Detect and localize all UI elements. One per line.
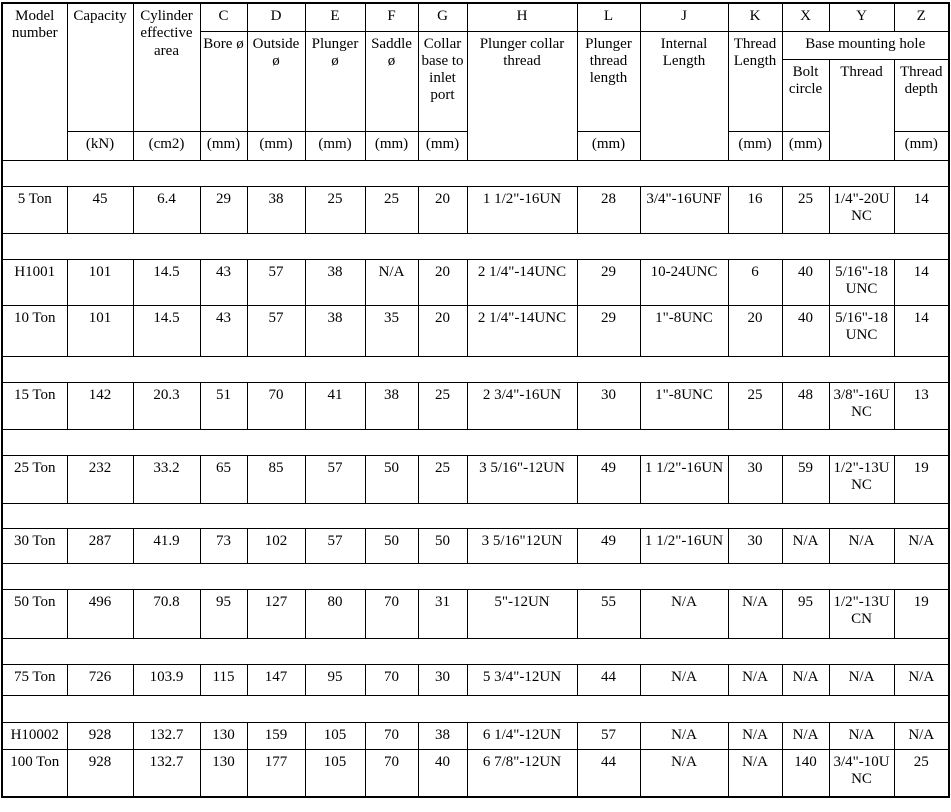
cell-outside: 147	[247, 664, 305, 695]
cell-bore: 95	[200, 589, 247, 638]
cell-bolt-circle: 40	[782, 259, 829, 305]
header-desc-plunger-collar-thread: Plunger collar thread	[467, 31, 577, 160]
cell-internal-length: 1"-8UNC	[640, 382, 728, 429]
cell-thread-length: N/A	[728, 749, 782, 797]
header-base-mounting-hole: Base mounting hole	[782, 31, 949, 59]
header-letter-g: G	[418, 3, 467, 31]
header-letter-z: Z	[894, 3, 949, 31]
cell-model: 100 Ton	[2, 749, 67, 797]
cell-thread-depth: 14	[894, 305, 949, 356]
header-letter-f: F	[365, 3, 418, 31]
cell-thread-length: N/A	[728, 589, 782, 638]
spacer-cell	[2, 356, 949, 382]
cell-plunger: 41	[305, 382, 365, 429]
cell-thread-length: 30	[728, 528, 782, 563]
cell-plunger: 57	[305, 528, 365, 563]
cell-thread-depth: 19	[894, 589, 949, 638]
cell-plunger-thread-length: 29	[577, 259, 640, 305]
cell-saddle: 25	[365, 186, 418, 233]
cell-bolt-circle: 95	[782, 589, 829, 638]
header-letters-row	[2, 3, 949, 31]
cell-bolt-circle: N/A	[782, 528, 829, 563]
cell-collar-base: 40	[418, 749, 467, 797]
cell-bore: 43	[200, 305, 247, 356]
cell-bolt-circle: 25	[782, 186, 829, 233]
cell-saddle: 70	[365, 589, 418, 638]
cell-thread-length: 30	[728, 455, 782, 503]
table-row-75-ton	[2, 664, 949, 695]
unit-collar-base: (mm)	[418, 131, 467, 160]
table-row-50-ton	[2, 589, 949, 638]
cell-bore: 65	[200, 455, 247, 503]
cell-plunger-collar-thread: 2 1/4"-14UNC	[467, 259, 577, 305]
header-letter-c: C	[200, 3, 247, 31]
header-capacity: Capacity	[67, 3, 133, 131]
cell-plunger-thread-length: 44	[577, 664, 640, 695]
cell-internal-length: 1 1/2"-16UN	[640, 528, 728, 563]
header-desc-plunger-thread-length: Plunger thread length	[577, 31, 640, 131]
cell-thread-depth: N/A	[894, 664, 949, 695]
table-row-25-ton	[2, 455, 949, 503]
header-letter-x: X	[782, 3, 829, 31]
cell-bolt-circle: 48	[782, 382, 829, 429]
cell-mount-thread: 1/2"-13UCN	[829, 589, 894, 638]
cell-outside: 177	[247, 749, 305, 797]
cell-plunger: 105	[305, 749, 365, 797]
unit-thread-length: (mm)	[728, 131, 782, 160]
cell-mount-thread: 5/16"-18UNC	[829, 305, 894, 356]
cell-plunger: 57	[305, 455, 365, 503]
cell-collar-base: 20	[418, 186, 467, 233]
cell-plunger-thread-length: 57	[577, 722, 640, 749]
table-row-h10002	[2, 722, 949, 749]
cell-mount-thread: 1/4"-20UNC	[829, 186, 894, 233]
cell-capacity: 928	[67, 722, 133, 749]
header-letter-e: E	[305, 3, 365, 31]
cell-plunger: 80	[305, 589, 365, 638]
cell-bore: 73	[200, 528, 247, 563]
header-letter-k: K	[728, 3, 782, 31]
cell-outside: 57	[247, 305, 305, 356]
spacer-cell	[2, 160, 949, 186]
header-desc-internal-length: Internal Length	[640, 31, 728, 160]
cell-capacity: 142	[67, 382, 133, 429]
cell-thread-length: 6	[728, 259, 782, 305]
table-row-100-ton	[2, 749, 949, 797]
cell-plunger-thread-length: 30	[577, 382, 640, 429]
spacer-cell	[2, 233, 949, 259]
header-desc-thread-depth: Thread depth	[894, 59, 949, 131]
header-desc-saddle: Saddle ø	[365, 31, 418, 131]
cell-saddle: 70	[365, 722, 418, 749]
cell-area: 132.7	[133, 749, 200, 797]
cell-collar-base: 31	[418, 589, 467, 638]
cell-saddle: N/A	[365, 259, 418, 305]
header-area: Cylinder effective area	[133, 3, 200, 131]
cell-mount-thread: 3/4"-10UNC	[829, 749, 894, 797]
cell-plunger-thread-length: 29	[577, 305, 640, 356]
cell-outside: 57	[247, 259, 305, 305]
table-row-15-ton	[2, 382, 949, 429]
spacer-row	[2, 563, 949, 589]
cell-capacity: 496	[67, 589, 133, 638]
cell-plunger-thread-length: 49	[577, 528, 640, 563]
cell-plunger-collar-thread: 1 1/2"-16UN	[467, 186, 577, 233]
cell-model: H1001	[2, 259, 67, 305]
cell-plunger: 105	[305, 722, 365, 749]
cell-capacity: 45	[67, 186, 133, 233]
cell-capacity: 928	[67, 749, 133, 797]
spacer-cell	[2, 503, 949, 528]
cell-plunger-collar-thread: 2 3/4"-16UN	[467, 382, 577, 429]
cell-mount-thread: 3/8"-16UNC	[829, 382, 894, 429]
unit-bolt-circle: (mm)	[782, 131, 829, 160]
cell-area: 132.7	[133, 722, 200, 749]
unit-bore: (mm)	[200, 131, 247, 160]
spacer-row	[2, 233, 949, 259]
cell-plunger: 38	[305, 305, 365, 356]
cell-capacity: 232	[67, 455, 133, 503]
spec-table	[1, 2, 950, 798]
cell-plunger-thread-length: 49	[577, 455, 640, 503]
cell-saddle: 38	[365, 382, 418, 429]
cell-collar-base: 25	[418, 382, 467, 429]
cell-area: 14.5	[133, 305, 200, 356]
cell-thread-length: 20	[728, 305, 782, 356]
cell-model: 25 Ton	[2, 455, 67, 503]
header-letter-j: J	[640, 3, 728, 31]
cell-internal-length: N/A	[640, 664, 728, 695]
cell-outside: 127	[247, 589, 305, 638]
cell-plunger-thread-length: 28	[577, 186, 640, 233]
unit-plunger: (mm)	[305, 131, 365, 160]
cell-bolt-circle: N/A	[782, 722, 829, 749]
cell-capacity: 726	[67, 664, 133, 695]
cell-plunger-collar-thread: 5"-12UN	[467, 589, 577, 638]
cell-outside: 102	[247, 528, 305, 563]
spacer-row	[2, 356, 949, 382]
cell-outside: 159	[247, 722, 305, 749]
cell-model: 75 Ton	[2, 664, 67, 695]
unit-outside: (mm)	[247, 131, 305, 160]
cell-thread-length: N/A	[728, 664, 782, 695]
cell-plunger-collar-thread: 3 5/16"-12UN	[467, 455, 577, 503]
unit-area: (cm2)	[133, 131, 200, 160]
cell-area: 14.5	[133, 259, 200, 305]
cell-outside: 85	[247, 455, 305, 503]
cell-thread-length: 25	[728, 382, 782, 429]
cell-mount-thread: N/A	[829, 722, 894, 749]
spacer-row	[2, 160, 949, 186]
cell-saddle: 70	[365, 749, 418, 797]
header-desc-outside: Outside ø	[247, 31, 305, 131]
cell-model: 15 Ton	[2, 382, 67, 429]
cell-collar-base: 20	[418, 305, 467, 356]
cell-model: 30 Ton	[2, 528, 67, 563]
header-letter-h: H	[467, 3, 577, 31]
table-row-30-ton	[2, 528, 949, 563]
cell-outside: 70	[247, 382, 305, 429]
unit-plunger-thread-length: (mm)	[577, 131, 640, 160]
spacer-cell	[2, 563, 949, 589]
table-row-10-ton	[2, 305, 949, 356]
spacer-cell	[2, 638, 949, 664]
cell-saddle: 50	[365, 528, 418, 563]
cell-bolt-circle: 140	[782, 749, 829, 797]
cell-mount-thread: N/A	[829, 528, 894, 563]
header-letter-d: D	[247, 3, 305, 31]
cell-thread-depth: 14	[894, 186, 949, 233]
cell-bolt-circle: 59	[782, 455, 829, 503]
cell-collar-base: 50	[418, 528, 467, 563]
cell-bore: 130	[200, 722, 247, 749]
cell-capacity: 101	[67, 305, 133, 356]
cell-plunger-collar-thread: 6 1/4"-12UN	[467, 722, 577, 749]
cell-internal-length: N/A	[640, 722, 728, 749]
cell-thread-depth: 25	[894, 749, 949, 797]
unit-capacity: (kN)	[67, 131, 133, 160]
spacer-row	[2, 429, 949, 455]
header-desc-mount-thread: Thread	[829, 59, 894, 160]
cell-model: 5 Ton	[2, 186, 67, 233]
table-row-5-ton	[2, 186, 949, 233]
spacer-cell	[2, 695, 949, 722]
cell-plunger-thread-length: 44	[577, 749, 640, 797]
unit-saddle: (mm)	[365, 131, 418, 160]
cell-thread-depth: 13	[894, 382, 949, 429]
cell-capacity: 287	[67, 528, 133, 563]
cell-collar-base: 20	[418, 259, 467, 305]
cell-mount-thread: 5/16"-18UNC	[829, 259, 894, 305]
cell-thread-depth: 14	[894, 259, 949, 305]
header-desc-plunger: Plunger ø	[305, 31, 365, 131]
header-model: Model number	[2, 3, 67, 160]
spacer-cell	[2, 429, 949, 455]
cell-bolt-circle: N/A	[782, 664, 829, 695]
cell-internal-length: 3/4"-16UNF	[640, 186, 728, 233]
cell-mount-thread: 1/2"-13UNC	[829, 455, 894, 503]
cell-internal-length: 10-24UNC	[640, 259, 728, 305]
cell-area: 103.9	[133, 664, 200, 695]
cell-collar-base: 25	[418, 455, 467, 503]
cell-area: 70.8	[133, 589, 200, 638]
header-letter-l: L	[577, 3, 640, 31]
cell-bolt-circle: 40	[782, 305, 829, 356]
cell-saddle: 50	[365, 455, 418, 503]
cell-internal-length: N/A	[640, 749, 728, 797]
spacer-row	[2, 638, 949, 664]
cell-plunger-collar-thread: 3 5/16"12UN	[467, 528, 577, 563]
cell-plunger: 38	[305, 259, 365, 305]
cell-model: 50 Ton	[2, 589, 67, 638]
cell-internal-length: 1"-8UNC	[640, 305, 728, 356]
cell-thread-depth: 19	[894, 455, 949, 503]
header-desc-bore: Bore ø	[200, 31, 247, 131]
header-desc-collar-base: Collar base to inlet port	[418, 31, 467, 131]
cell-saddle: 35	[365, 305, 418, 356]
header-desc-thread-length: Thread Length	[728, 31, 782, 131]
cell-bore: 51	[200, 382, 247, 429]
cell-internal-length: 1 1/2"-16UN	[640, 455, 728, 503]
cell-bore: 29	[200, 186, 247, 233]
unit-thread-depth: (mm)	[894, 131, 949, 160]
cell-plunger-collar-thread: 5 3/4"-12UN	[467, 664, 577, 695]
cell-collar-base: 30	[418, 664, 467, 695]
cell-plunger-collar-thread: 6 7/8"-12UN	[467, 749, 577, 797]
table-row-h1001	[2, 259, 949, 305]
cell-mount-thread: N/A	[829, 664, 894, 695]
cell-area: 20.3	[133, 382, 200, 429]
cell-saddle: 70	[365, 664, 418, 695]
cell-bore: 115	[200, 664, 247, 695]
cell-bore: 130	[200, 749, 247, 797]
cell-thread-length: N/A	[728, 722, 782, 749]
cell-collar-base: 38	[418, 722, 467, 749]
cell-thread-depth: N/A	[894, 722, 949, 749]
cell-plunger: 25	[305, 186, 365, 233]
cell-area: 6.4	[133, 186, 200, 233]
cell-model: 10 Ton	[2, 305, 67, 356]
header-letter-y: Y	[829, 3, 894, 31]
cell-thread-length: 16	[728, 186, 782, 233]
cell-model: H10002	[2, 722, 67, 749]
cell-plunger: 95	[305, 664, 365, 695]
cell-outside: 38	[247, 186, 305, 233]
header-desc-bolt-circle: Bolt circle	[782, 59, 829, 131]
cell-thread-depth: N/A	[894, 528, 949, 563]
spacer-row	[2, 695, 949, 722]
cell-plunger-thread-length: 55	[577, 589, 640, 638]
cell-capacity: 101	[67, 259, 133, 305]
cell-plunger-collar-thread: 2 1/4"-14UNC	[467, 305, 577, 356]
cell-area: 33.2	[133, 455, 200, 503]
cell-area: 41.9	[133, 528, 200, 563]
spacer-row	[2, 503, 949, 528]
cell-internal-length: N/A	[640, 589, 728, 638]
cell-bore: 43	[200, 259, 247, 305]
